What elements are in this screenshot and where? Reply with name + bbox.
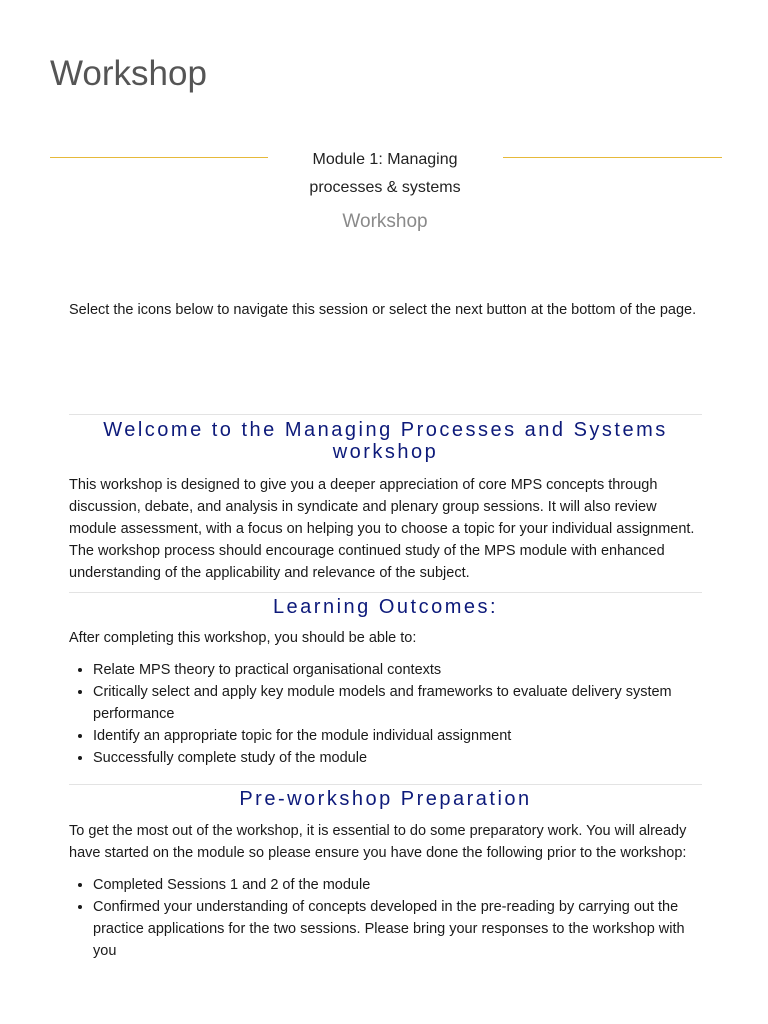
list-item: • Relate MPS theory to practical organisational contexts [93,659,702,681]
list-item: • Completed Sessions 1 and 2 of the module [93,874,702,896]
list-item: • Critically select and apply key module models and frameworks to evaluate delivery system performance [93,681,702,725]
learning-outcomes-heading: Learning Outcomes: [272,596,499,618]
pre-workshop-intro: To get the most out of the workshop, it is essential to do some preparatory work. You will already have started on the module so please ensure you have done the following prior to the workshop: [69,823,687,861]
pre-workshop-heading: Pre-workshop Preparation [239,788,532,810]
pre-workshop-section [69,784,702,962]
left-divider-line [50,157,268,158]
module-header [0,146,768,236]
welcome-section [69,414,702,584]
module-title-line-2: processes & systems [309,179,461,196]
section-divider [69,592,702,593]
right-divider-line [503,157,722,158]
page-title: Workshop [50,54,207,93]
section-divider [69,414,702,415]
learning-outcomes-list [69,659,702,769]
module-title [280,146,490,202]
learning-outcomes-intro: After completing this workshop, you should be able to: [69,630,417,646]
intro-text: Select the icons below to navigate this session or select the next button at the bottom of the page. [69,302,697,318]
pre-workshop-list [69,874,702,962]
welcome-body: This workshop is designed to give you a deeper appreciation of core MPS concepts through discussion, debate, and analysis in syndicate and plenary group sessions. It will also review module assessment, with a focus on helping you to choose a topic for your individual assignment. The workshop process should encourage continued study of the MPS module with enhanced understanding of the applicability and relevance of the subject. [69,477,695,581]
list-item: • Successfully complete study of the module [93,747,702,769]
list-item: • Identify an appropriate topic for the module individual assignment [93,725,702,747]
learning-outcomes-section [69,592,702,769]
section-divider [69,784,702,785]
welcome-heading: Welcome to the Managing Processes and Systems workshop [103,419,668,463]
list-item: • Confirmed your understanding of concepts developed in the pre-reading by carrying out the practice applications for the two sessions. Please bring your responses to the workshop with you [93,896,702,962]
module-subtitle: Workshop [342,211,428,232]
module-title-line-1: Module 1: Managing [312,151,458,168]
